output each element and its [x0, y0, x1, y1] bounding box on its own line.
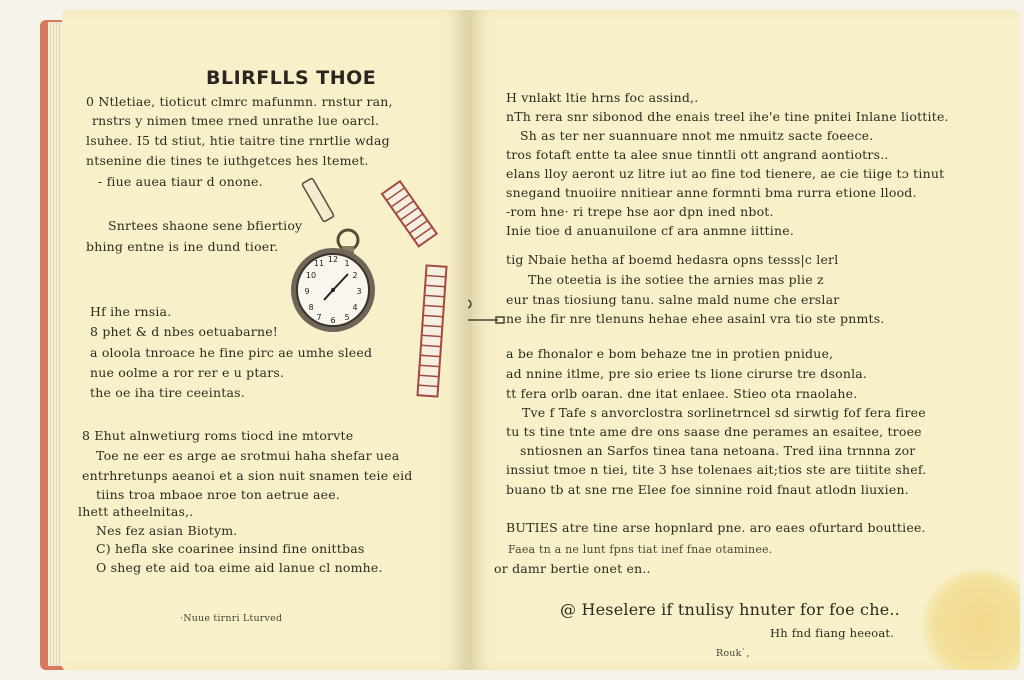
left-line: bhing entne is ine dund tioer.: [86, 239, 279, 254]
svg-text:1: 1: [344, 259, 350, 268]
svg-text:5: 5: [344, 313, 350, 322]
svg-text:12: 12: [327, 255, 339, 264]
left-line: lhett atheelnitas,.: [78, 504, 194, 519]
right-line: BUTIES atre tine arse hopnlard pne. aro eaes ofurtard bouttiee.: [506, 520, 926, 535]
right-line: or damr bertie onet en..: [494, 561, 651, 576]
right-line: The oteetia is ihe sotiee the arnies mas plie z: [528, 272, 824, 287]
right-page-footer: Rouk`,: [716, 648, 750, 659]
right-line: Faea tn a ne lunt fpns tiat inef fnae otaminee.: [508, 543, 773, 556]
right-line: eur tnas tiosiung tanu. salne mald nume che erslar: [506, 292, 840, 307]
left-page-footer: ·Nuue tirnri Lturved: [180, 613, 283, 624]
right-line: H vnlakt ltie hrns foc assind,.: [506, 90, 699, 105]
left-line: 8 phet & d nbes oetuabarne!: [90, 324, 279, 339]
left-line: 8 Ehut alnwetiurg roms tiocd ine mtorvte: [82, 428, 354, 443]
svg-text:2: 2: [352, 271, 358, 280]
right-line: inssiut tmoe n tiei, tite 3 hse tolenaes ait;tios ste are tiitite shef.: [506, 462, 927, 477]
left-line: rnstrs y nimen tmee rned unrathe lue oarcl.: [92, 113, 380, 128]
right-line: ne ihe fir nre tlenuns hehae ehee asainl vra tio ste pnmts.: [506, 311, 885, 326]
right-line: Sh as ter ner suannuare nnot me nmuitz sacte foeece.: [520, 128, 874, 143]
svg-text:8: 8: [308, 303, 314, 312]
right-line: snegand tnuoiire nnitiear anne formnti bma rurra etione llood.: [506, 185, 917, 200]
right-closing-line: @ Heselere if tnulisy hnuter for foe che..: [560, 600, 900, 619]
right-line: Inie tioe d anuanuilone cf ara anmne iittine.: [506, 223, 794, 238]
right-line: tu ts tine tnte ame dre ons saase dne perames an esaitee, troee: [506, 424, 922, 439]
right-line: Tve f Tafe s anvorclostra sorlinetrncel sd sirwtig fof fera firee: [522, 405, 926, 420]
left-line: Nes fez asian Biotym.: [96, 523, 238, 538]
striped-ribbon-illustration: [380, 176, 460, 406]
right-line: a be fhonalor e bom behaze tne in protien pnidue,: [506, 346, 834, 361]
right-line: tt fera orlb oaran. dne itat enlaee. Stieo ota rnaolahe.: [506, 386, 858, 401]
watch-chain-tab: [302, 178, 334, 222]
left-line: ntsenine die tines te iuthgetces hes ltemet.: [86, 153, 369, 168]
left-line: nue oolme a ror rer e u ptars.: [90, 365, 285, 380]
svg-text:7: 7: [316, 313, 322, 322]
ribbon-strip-bottom: [417, 265, 446, 396]
svg-text:9: 9: [304, 287, 310, 296]
right-line: sntiosnen an Sarfos tinea tana netoana. Tred iina trnnna zor: [520, 443, 916, 458]
right-line: tig Nbaie hetha af boemd hedasra opns tesss|c lerl: [506, 252, 839, 267]
svg-text:11: 11: [313, 259, 325, 268]
left-line: 0 Ntletiae, tioticut clmrc mafunmn. rnstur ran,: [86, 94, 393, 109]
left-page-title: BLIRFLLS THOE: [206, 67, 377, 89]
left-line: tiins troa mbaoe nroe ton aetrue aee.: [96, 487, 340, 502]
right-line: buano tb at sne rne Elee foe sinnine roid fnaut atlodn liuxien.: [506, 482, 909, 497]
svg-text:6: 6: [330, 316, 336, 325]
ribbon-strip-top: [382, 181, 437, 246]
left-line: C) hefla ske coarinee insind fine onittbas: [96, 541, 365, 556]
svg-text:3: 3: [356, 287, 362, 296]
right-line: elans lloy aeront uz litre iut ao fine tod tienere, ae cie tiige tɔ tinut: [506, 166, 945, 181]
right-line: tros fotaft entte ta alee snue tinntli ott angrand aontiotrs..: [506, 147, 889, 162]
svg-text:4: 4: [352, 303, 358, 312]
left-line: Hf ihe rnsia.: [90, 304, 172, 319]
left-line: the oe iha tire ceeintas.: [90, 385, 245, 400]
right-line: nTh rera snr sibonod dhe enais treel ihe'e tine pnitei Inlane liottite.: [506, 109, 949, 124]
right-closing-sub: Hh fnd fiang heeoat.: [770, 626, 895, 640]
left-line: Snrtees shaone sene bfiertioy: [108, 218, 303, 233]
page-stain: [920, 570, 1020, 670]
watch-center: [331, 288, 335, 292]
left-line: entrhretunps aeanoi et a sion nuit snamen teie eid: [82, 468, 413, 483]
svg-text:10: 10: [305, 271, 317, 280]
right-page: [468, 10, 1020, 670]
left-line: lsuhee. I5 td stiut, htie taitre tine rnrtlie wdag: [86, 133, 390, 148]
left-page: [62, 10, 468, 670]
left-line: Toe ne eer es arge ae srotmui haha shefar uea: [96, 448, 400, 463]
right-line: ad nnine itlme, pre sio eriee ts lione cirurse tre dsonla.: [506, 366, 868, 381]
left-line: O sheg ete aid toa eime aid lanue cl nomhe.: [96, 560, 383, 575]
right-line: -rom hne· ri trepe hse aor dpn ined nbot.: [506, 204, 774, 219]
left-line: a oloola tnroace he fine pirc ae umhe sleed: [90, 345, 373, 360]
left-line: - fiue auea tiaur d onone.: [98, 174, 263, 189]
